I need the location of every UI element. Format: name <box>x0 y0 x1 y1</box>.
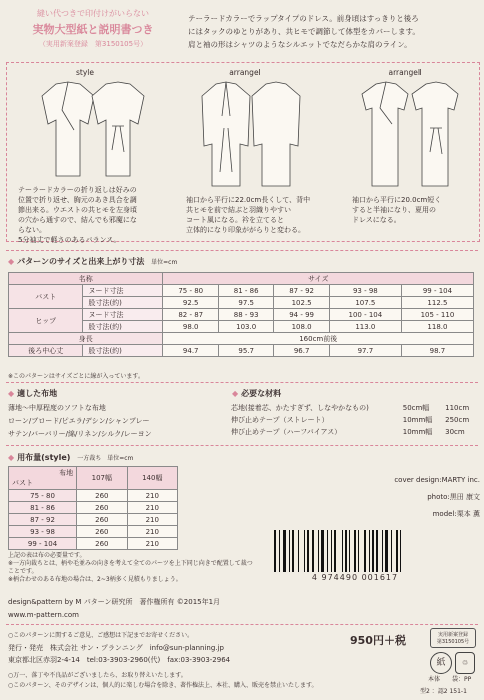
size-table <box>8 272 474 357</box>
barcode-bar <box>283 530 286 572</box>
barcode-bar <box>382 530 383 572</box>
barcode-bar <box>298 530 299 572</box>
table-row: 伸び止めテープ（ハーフバイアス） 10mm幅 30cm <box>231 428 465 436</box>
yardage-corner: 布地 バスト <box>9 467 77 490</box>
table-row: 75 - 80 260 210 <box>9 490 178 502</box>
table-row: 93 - 98 260 210 <box>9 526 178 538</box>
barcode-number: 4 974490 001617 <box>311 573 399 582</box>
table-row: ヒップ ヌード寸法 82 - 87 88 - 93 94 - 99 100 - 104 105 - 110 <box>9 309 474 321</box>
table-row: 後ろ中心丈 股寸法(約) 94.7 95.7 96.7 97.7 98.7 <box>9 345 474 357</box>
barcode-bar <box>321 530 324 572</box>
banner-line3: （実用新案登録 第3150105号） <box>38 40 148 48</box>
barcode-bar <box>342 530 343 572</box>
arrange1-title: arrangeⅠ <box>229 68 261 77</box>
barcode-bar <box>334 530 336 572</box>
design-credit: design&pattern by M パターン研究所 著作権所有 ©2015年1月 <box>8 598 221 606</box>
paper-label: 本体 <box>428 676 441 683</box>
table-row: 身長 160cm前後 <box>9 333 474 345</box>
table-row: 81 - 86 260 210 <box>9 502 178 514</box>
barcode-bar <box>331 530 332 572</box>
inquiry-text: ○このパターンに関するご意見、ご感想は下記までお寄せください。 <box>8 632 194 639</box>
barcode-bar <box>327 530 328 572</box>
registration-stamp: 実用新案登録 第3150105号 <box>430 628 476 648</box>
paper-recycle-icon: 紙 <box>430 652 452 674</box>
barcode-bar <box>274 530 276 572</box>
barcode-bar <box>318 530 319 572</box>
table-row: 股寸法(約) 98.0 103.0 108.0 113.0 118.0 <box>9 321 474 333</box>
barcode-bar <box>369 530 370 572</box>
barcode-bar <box>364 530 366 572</box>
barcode-bar <box>292 530 294 572</box>
divider <box>6 382 478 383</box>
banner-line1: 縫い代つきで印付けがいらない <box>37 9 149 18</box>
publisher-address: 東京都北区赤羽2-4-14 tel:03-3903-2960(代) fax:03-3903-2964 <box>8 656 231 664</box>
price: 950円＋税 <box>350 634 406 647</box>
table-row: バスト ヌード寸法 75 - 80 81 - 86 87 - 92 93 - 98 99 - 104 <box>9 285 474 297</box>
barcode-bar <box>349 530 350 572</box>
barcode-bar <box>307 530 309 572</box>
size-header-name: 名称 <box>9 273 163 285</box>
product-code: 型2 ：認2 151-1 <box>420 688 467 695</box>
divider <box>6 624 478 625</box>
size-note: ※このパターンはサイズごとに線が入っています。 <box>8 373 144 380</box>
barcode-bar <box>400 530 401 572</box>
arrange2-title: arrangeⅡ <box>388 68 422 77</box>
table-row: 87 - 92 260 210 <box>9 514 178 526</box>
divider <box>6 445 478 446</box>
product-banner <box>8 8 178 49</box>
plastic-recycle-icon: ♲ <box>455 652 475 674</box>
divider <box>6 250 478 251</box>
website-link[interactable]: www.m-pattern.com <box>8 611 79 619</box>
barcode-bar <box>358 530 359 572</box>
table-row: 伸び止めテープ（ストレート） 10mm幅 250cm <box>231 416 470 424</box>
table-row: 99 - 104 260 210 <box>9 538 178 550</box>
barcode-bar <box>391 530 392 572</box>
banner-line2: 実物大型紙と説明書つき <box>32 23 154 36</box>
dress-illustration-arrange2 <box>350 80 470 190</box>
barcode-bar <box>372 530 374 572</box>
dress-illustration-arrange1 <box>190 80 310 190</box>
yardage-notes: 上記の表は布の必要量です。 ※一方向裁ちとは、柄や毛並みの向きを考えて全てのパーツを上下同じ向きで配置して裁つことです。 ※柄合わせのある布地の場合は、2~3柄多く見積もりましょう。 <box>8 552 253 583</box>
barcode-bar <box>396 530 398 572</box>
barcode-bar <box>354 530 356 572</box>
size-header-size: サイズ <box>163 273 474 285</box>
yardage-title: ◆ 用布量(style) 一方裁ち 単位=cm <box>8 453 134 462</box>
legal-notice-1: ○万一、落丁や不良品がございましたら、お取り替えいたします。 <box>8 672 187 679</box>
materials-table <box>228 402 478 438</box>
arrange2-description: 袖口から平行に20.0cm短く すると半袖になり、夏用の ドレスになる。 <box>352 196 442 224</box>
yardage-table: 布地 バスト 107幅 140幅 75 - 80 260 210 81 - 86 260 210 87 - 92 260 210 93 - 98 260 210 99 - 104 260 210 <box>8 466 178 550</box>
dress-illustration-style <box>28 80 148 180</box>
size-section-title: ◆ パターンのサイズと出来上がり寸法 単位=cm <box>8 257 178 266</box>
publisher-info: 発行・発売 株式会社 サン・プランニング info@sun-planning.jp <box>8 644 224 652</box>
barcode-bar <box>376 530 378 572</box>
barcode <box>270 530 440 585</box>
style-description: テーラードカラーの折り返しは好みの 位置で折り返せ、胸元のあき具合を調 節出来る。ウエストの共ヒモを左身頃 の穴から通すので、結んでも邪魔にな らない。 5分袖丈で軽さのあるバランス。 <box>18 186 137 244</box>
barcode-bar <box>345 530 347 572</box>
barcode-bar <box>304 530 305 572</box>
table-row: 股寸法(約) 92.5 97.5 102.5 107.5 112.5 <box>9 297 474 309</box>
table-row: 芯地(接着芯、かたすぎず、しなやかなもの) 50cm幅 110cm <box>231 404 470 412</box>
barcode-bar <box>279 530 280 572</box>
fabric-title: ◆ 適した布地 <box>8 389 58 398</box>
materials-title: ◆ 必要な材料 <box>232 389 282 398</box>
legal-notice-2: ○このパターン、そのデザインは、個人的に楽しむ場合を除き、著作権法上、本社、購入、販売を禁止いたします。 <box>8 682 318 689</box>
barcode-bar <box>289 530 290 572</box>
credits: cover design:MARTY inc. photo:黒田 康文 model:栗本 薫 <box>394 476 480 518</box>
style-title: style <box>76 68 94 77</box>
intro-text: テーラードカラーでラップタイプのドレス。前身頃はすっきりと後ろ にはタックのゆとりがあり、共ヒモで調節して体型をカバーします。 肩と袖の形はシャツのようなシルエットでなだらかな肩のライン。 <box>188 14 420 49</box>
barcode-bar <box>312 530 314 572</box>
bag-label: 袋：PP <box>452 676 472 683</box>
barcode-bar <box>385 530 388 572</box>
arrange1-description: 袖口から平行に22.0cm長くして、背中 共ヒモを前で結ぶと羽織りやすい コート風になる。衿を立てると 立体的になり印象ががらりと変わる。 <box>186 196 311 234</box>
fabric-list: 薄地～中厚程度のソフトな布地 ローン/ブロード/ピエラ/デシン/シャンブレー サテン/バーバリー/綿/リネン/シルク/レーヨン <box>8 404 152 438</box>
